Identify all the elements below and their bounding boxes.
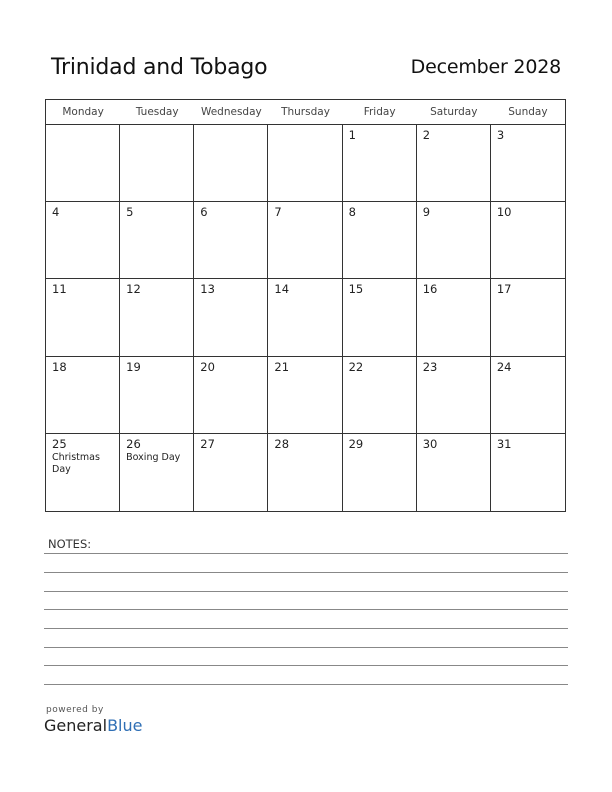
day-number: 26 xyxy=(126,436,141,451)
day-cell xyxy=(194,357,268,434)
weekday-tuesday: Tuesday xyxy=(135,106,179,118)
weekday-wednesday: Wednesday xyxy=(200,106,262,118)
day-cell xyxy=(268,357,342,434)
day-cell xyxy=(194,202,268,279)
day-number: 22 xyxy=(348,359,364,374)
day-cell xyxy=(268,125,342,202)
day-cell xyxy=(268,279,342,356)
notes-line xyxy=(44,647,568,648)
day-number: 15 xyxy=(348,282,364,297)
day-cell xyxy=(491,202,565,279)
day-cell xyxy=(120,279,194,356)
weekday-friday: Friday xyxy=(363,106,396,118)
weekday-monday: Monday xyxy=(62,106,104,118)
day-number: 24 xyxy=(496,359,512,374)
calendar-days xyxy=(46,125,565,511)
day-number: 14 xyxy=(274,282,290,297)
day-cell xyxy=(491,434,565,511)
day-number: 27 xyxy=(200,436,215,451)
notes-label: NOTES: xyxy=(48,537,92,551)
calendar-grid xyxy=(45,99,566,512)
day-cell xyxy=(120,434,194,511)
day-number: 16 xyxy=(422,282,438,297)
notes-line xyxy=(44,684,568,685)
day-cell xyxy=(343,434,417,511)
notes-line xyxy=(44,572,568,573)
day-number: 25 xyxy=(52,436,67,451)
day-cell xyxy=(194,125,268,202)
day-cell xyxy=(343,279,417,356)
day-number: 9 xyxy=(422,205,431,220)
brand-blue: Blue xyxy=(107,716,143,735)
day-cell xyxy=(343,125,417,202)
day-cell xyxy=(46,125,120,202)
generalblue-logo[interactable] xyxy=(44,716,142,735)
brand-general: General xyxy=(44,716,108,735)
day-number: 23 xyxy=(422,359,438,374)
day-cell xyxy=(46,279,120,356)
day-cell xyxy=(491,279,565,356)
notes-line xyxy=(44,665,568,666)
notes-line xyxy=(44,553,568,554)
day-cell xyxy=(343,357,417,434)
day-number: 6 xyxy=(200,205,208,220)
day-cell xyxy=(120,357,194,434)
day-cell xyxy=(491,125,565,202)
weekday-sunday: Sunday xyxy=(508,106,548,118)
day-cell xyxy=(268,202,342,279)
notes-line xyxy=(44,628,568,629)
day-cell xyxy=(491,357,565,434)
day-number: 2 xyxy=(422,128,431,142)
day-number: 21 xyxy=(274,359,290,374)
day-number: 19 xyxy=(126,359,141,374)
holiday-label: Christmas Day xyxy=(52,451,100,475)
day-cell xyxy=(417,202,491,279)
day-cell xyxy=(343,202,417,279)
day-cell xyxy=(194,279,268,356)
country-title: Trinidad and Tobago xyxy=(51,55,268,80)
day-number: 28 xyxy=(274,436,290,451)
day-number: 20 xyxy=(200,359,215,374)
day-number: 10 xyxy=(496,205,512,220)
notes-line xyxy=(44,591,568,592)
day-number: 7 xyxy=(274,205,282,220)
day-number: 17 xyxy=(496,282,512,297)
weekday-saturday: Saturday xyxy=(430,106,478,118)
day-number: 5 xyxy=(126,205,134,220)
day-cell xyxy=(46,357,120,434)
day-number: 18 xyxy=(52,359,67,374)
powered-by-text: powered by xyxy=(46,705,104,715)
day-number: 12 xyxy=(126,282,141,297)
day-number: 29 xyxy=(348,436,364,451)
day-number: 3 xyxy=(496,128,505,142)
day-number: 31 xyxy=(496,436,512,451)
weekday-header-row xyxy=(46,100,565,125)
day-cell xyxy=(417,357,491,434)
day-number: 8 xyxy=(348,205,356,220)
day-cell xyxy=(417,434,491,511)
day-cell xyxy=(120,125,194,202)
month-year-title: December 2028 xyxy=(410,56,561,78)
day-cell xyxy=(46,202,120,279)
day-number: 13 xyxy=(200,282,215,297)
day-number: 11 xyxy=(52,282,67,297)
day-cell xyxy=(417,279,491,356)
weekday-thursday: Thursday xyxy=(281,106,330,118)
day-number: 30 xyxy=(422,436,438,451)
holiday-label: Boxing Day xyxy=(126,451,181,463)
day-number: 4 xyxy=(52,205,60,220)
day-cell xyxy=(417,125,491,202)
day-cell xyxy=(46,434,120,511)
day-cell xyxy=(194,434,268,511)
notes-line xyxy=(44,609,568,610)
day-number: 1 xyxy=(348,128,356,142)
day-cell xyxy=(268,434,342,511)
day-cell xyxy=(120,202,194,279)
